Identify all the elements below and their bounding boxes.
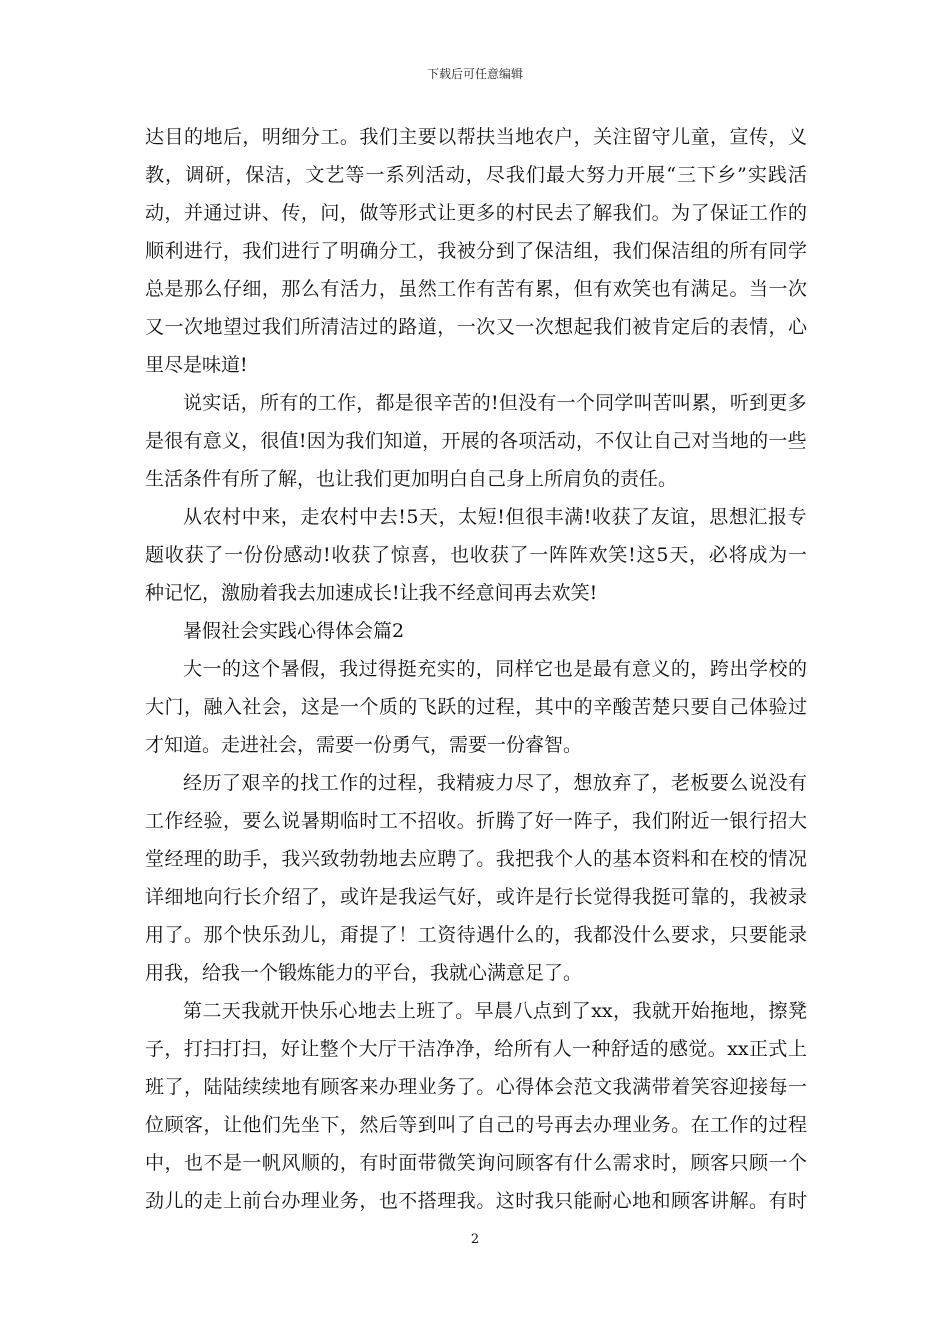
text-line: 才知道。走进社会，需要一份勇气，需要一份睿智。 bbox=[145, 734, 583, 756]
text-line: 用 了 。 那 个 快 乐 劲 儿 ， 甭 提 了 ！ 工 资 待 遇 什 么 的 ， 我 都 没 什 么 要 求 ， 只 要 能 录 bbox=[145, 924, 807, 946]
text-line: 生活条件有所了解，也让我们更加明白自己身上所肩负的责任。 bbox=[145, 468, 678, 490]
text-line: 大 门 ， 融 入 社 会 ， 这 是 一 个 质 的 飞 跃 的 过 程 ， 其 中 的 辛 酸 苦 楚 只 要 自 己 体 验 过 bbox=[145, 696, 807, 718]
text-line: 总 是 那 么 仔 细 ， 那 么 有 活 力 ， 虽 然 工 作 有 苦 有 累 ， 但 有 欢 笑 也 有 满 足 。 当 一 次 bbox=[145, 278, 807, 300]
text-line: 第 二 天 我 就 开 快 乐 心 地 去 上 班 了 。 早 晨 八 点 到 了 xx ， 我 就 开 始 拖 地 ， 擦 凳 bbox=[183, 1000, 807, 1022]
page-number: 2 bbox=[470, 1232, 480, 1247]
text-line: 经 历 了 艰 辛 的 找 工 作 的 过 程 ， 我 精 疲 力 尽 了 ， 想 放 弃 了 ， 老 板 要 么 说 没 有 bbox=[183, 772, 807, 794]
text-line: 教 ， 调 研 ， 保 洁 ， 文 艺 等 一 系 列 活 动 ， 尽 我 们 最 大 努 力 开 展 “ 三 下 乡 ” 实 践 活 bbox=[145, 164, 807, 186]
text-line: 位 顾 客 ， 让 他 们 先 坐 下 ， 然 后 等 到 叫 了 自 己 的 号 再 去 办 理 业 务 。 在 工 作 的 过 程 bbox=[145, 1114, 807, 1136]
text-line: 顺 利 进 行 ， 我 们 进 行 了 明 确 分 工 ， 我 被 分 到 了 保 洁 组 ， 我 们 保 洁 组 的 所 有 同 学 bbox=[145, 240, 807, 262]
text-line: 班 了 ， 陆 陆 续 续 地 有 顾 客 来 办 理 业 务 了 。 心 得 体 会 范 文 我 满 带 着 笑 容 迎 接 每 一 bbox=[145, 1076, 807, 1098]
text-line: 详 细 地 向 行 长 介 绍 了 ， 或 许 是 我 运 气 好 ， 或 许 是 行 长 觉 得 我 挺 可 靠 的 ， 我 被 录 bbox=[145, 886, 807, 908]
page-header: 下载后可任意编辑 bbox=[426, 67, 523, 81]
text-line: 从 农 村 中 来 ， 走 农 村 中 去 ! 5 天 ， 太 短 ! 但 很 丰 满 ! 收 获 了 友 谊 ， 思 想 汇 报 专 bbox=[183, 506, 807, 528]
text-line: 说 实 话 ， 所 有 的 工 作 ， 都 是 很 辛 苦 的 ! 但 没 有 一 个 同 学 叫 苦 叫 累 ， 听 到 更 多 bbox=[183, 392, 807, 414]
text-line: 题 收 获 了 一 份 份 感 动 ! 收 获 了 惊 喜 ， 也 收 获 了 一 阵 阵 欢 笑 ! 这 5 天 ， 必 将 成 为 一 bbox=[145, 544, 807, 566]
text-line: 中 ， 也 不 是 一 帆 风 顺 的 ， 有 时 面 带 微 笑 询 问 顾 客 有 什 么 需 求 时 ， 顾 客 只 顾 一 个 bbox=[145, 1152, 807, 1174]
document-body bbox=[145, 118, 807, 1220]
text-line: 劲 儿 的 走 上 前 台 办 理 业 务 ， 也 不 搭 理 我 。 这 时 我 只 能 耐 心 地 和 顾 客 讲 解 。 有 时 bbox=[145, 1190, 807, 1212]
text-line: 又 一 次 地 望 过 我 们 所 清 洁 过 的 路 道 ， 一 次 又 一 次 想 起 我 们 被 肯 定 后 的 表 情 ， 心 bbox=[145, 316, 807, 338]
text-line: 是 很 有 意 义 ， 很 值 ! 因 为 我 们 知 道 ， 开 展 的 各 项 活 动 ， 不 仅 让 自 己 对 当 地 的 一 些 bbox=[145, 430, 807, 452]
text-line: 工 作 经 验 ， 要 么 说 暑 期 临 时 工 不 招 收 。 折 腾 了 好 一 阵 子 ， 我 们 附 近 一 银 行 招 大 bbox=[145, 810, 807, 832]
text-line: 里尽是味道! bbox=[145, 354, 248, 376]
text-line: 大 一 的 这 个 暑 假 ， 我 过 得 挺 充 实 的 ， 同 样 它 也 是 最 有 意 义 的 ， 跨 出 学 校 的 bbox=[183, 658, 807, 680]
text-line: 达 目 的 地 后 ， 明 细 分 工 。 我 们 主 要 以 帮 扶 当 地 农 户 ， 关 注 留 守 儿 童 ， 宣 传 ， 义 bbox=[145, 126, 807, 148]
text-line: 堂 经 理 的 助 手 ， 我 兴 致 勃 勃 地 去 应 聘 了 。 我 把 我 个 人 的 基 本 资 料 和 在 校 的 情 况 bbox=[145, 848, 807, 870]
text-line: 动 ， 并 通 过 讲 、 传 ， 问 ， 做 等 形 式 让 更 多 的 村 民 去 了 解 我 们 。 为 了 保 证 工 作 的 bbox=[145, 202, 807, 224]
text-line: 子 ， 打 扫 打 扫 ， 好 让 整 个 大 厅 干 洁 净 净 ， 给 所 有 人 一 种 舒 适 的 感 觉 。 xx 正 式 上 bbox=[145, 1038, 807, 1060]
text-line: 种记忆，激励着我去加速成长!让我不经意间再去欢笑! bbox=[145, 582, 598, 604]
text-line: 用我，给我一个锻炼能力的平台，我就心满意足了。 bbox=[145, 962, 583, 984]
text-line: 暑假社会实践心得体会篇2 bbox=[183, 620, 405, 642]
